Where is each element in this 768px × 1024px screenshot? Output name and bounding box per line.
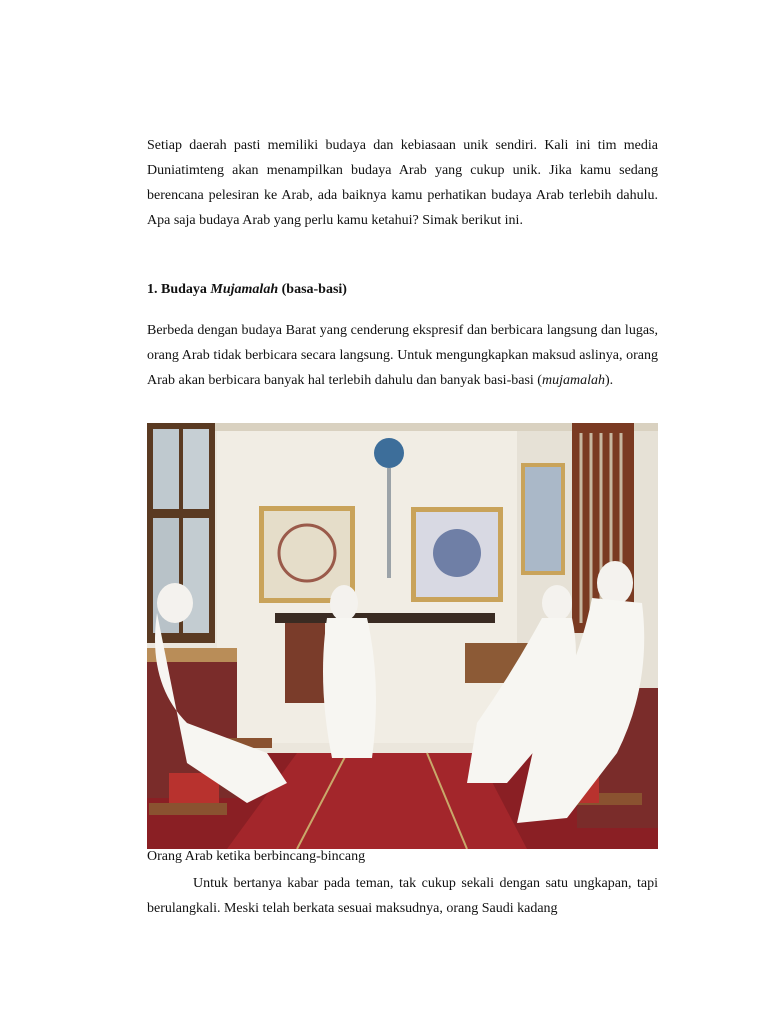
section-heading [147, 278, 347, 302]
body-paragraph-text: Berbeda dengan budaya Barat yang cenderung ekspresif dan berbicara langsung dan lugas, orang Arab tidak berbicara secara langsung. Untuk mengungkapkan maksud aslinya, orang Arab akan berbicara banyak hal terlebih dahulu dan banyak basi-basi ( [147, 323, 658, 388]
heading-term: Mujamalah [210, 282, 279, 297]
continued-paragraph: Untuk bertanya kabar pada teman, tak cukup sekali dengan satu ungkapan, tapi berulangkali. Meski telah berkata sesuai maksudnya, orang Saudi kadang [147, 876, 658, 916]
heading-number: 1. Budaya [147, 282, 207, 297]
body-paragraph [147, 318, 658, 393]
photo-caption: Orang Arab ketika berbincang-bincang [147, 849, 366, 864]
body-paragraph-term: mujamalah [541, 373, 605, 388]
body-paragraph-end: ). [604, 373, 614, 388]
majlis-photo [147, 423, 658, 849]
intro-paragraph: Setiap daerah pasti memiliki budaya dan kebiasaan unik sendiri. Kali ini tim media Duniatimteng akan menampilkan budaya Arab yang cukup unik. Jika kamu sedang berencana pelesiran ke Arab, ada baiknya kamu perhatikan budaya Arab terlebih dahulu. Apa saja budaya Arab yang perlu kamu ketahui? Simak berikut ini. [147, 138, 658, 228]
heading-gloss: (basa-basi) [281, 282, 347, 297]
